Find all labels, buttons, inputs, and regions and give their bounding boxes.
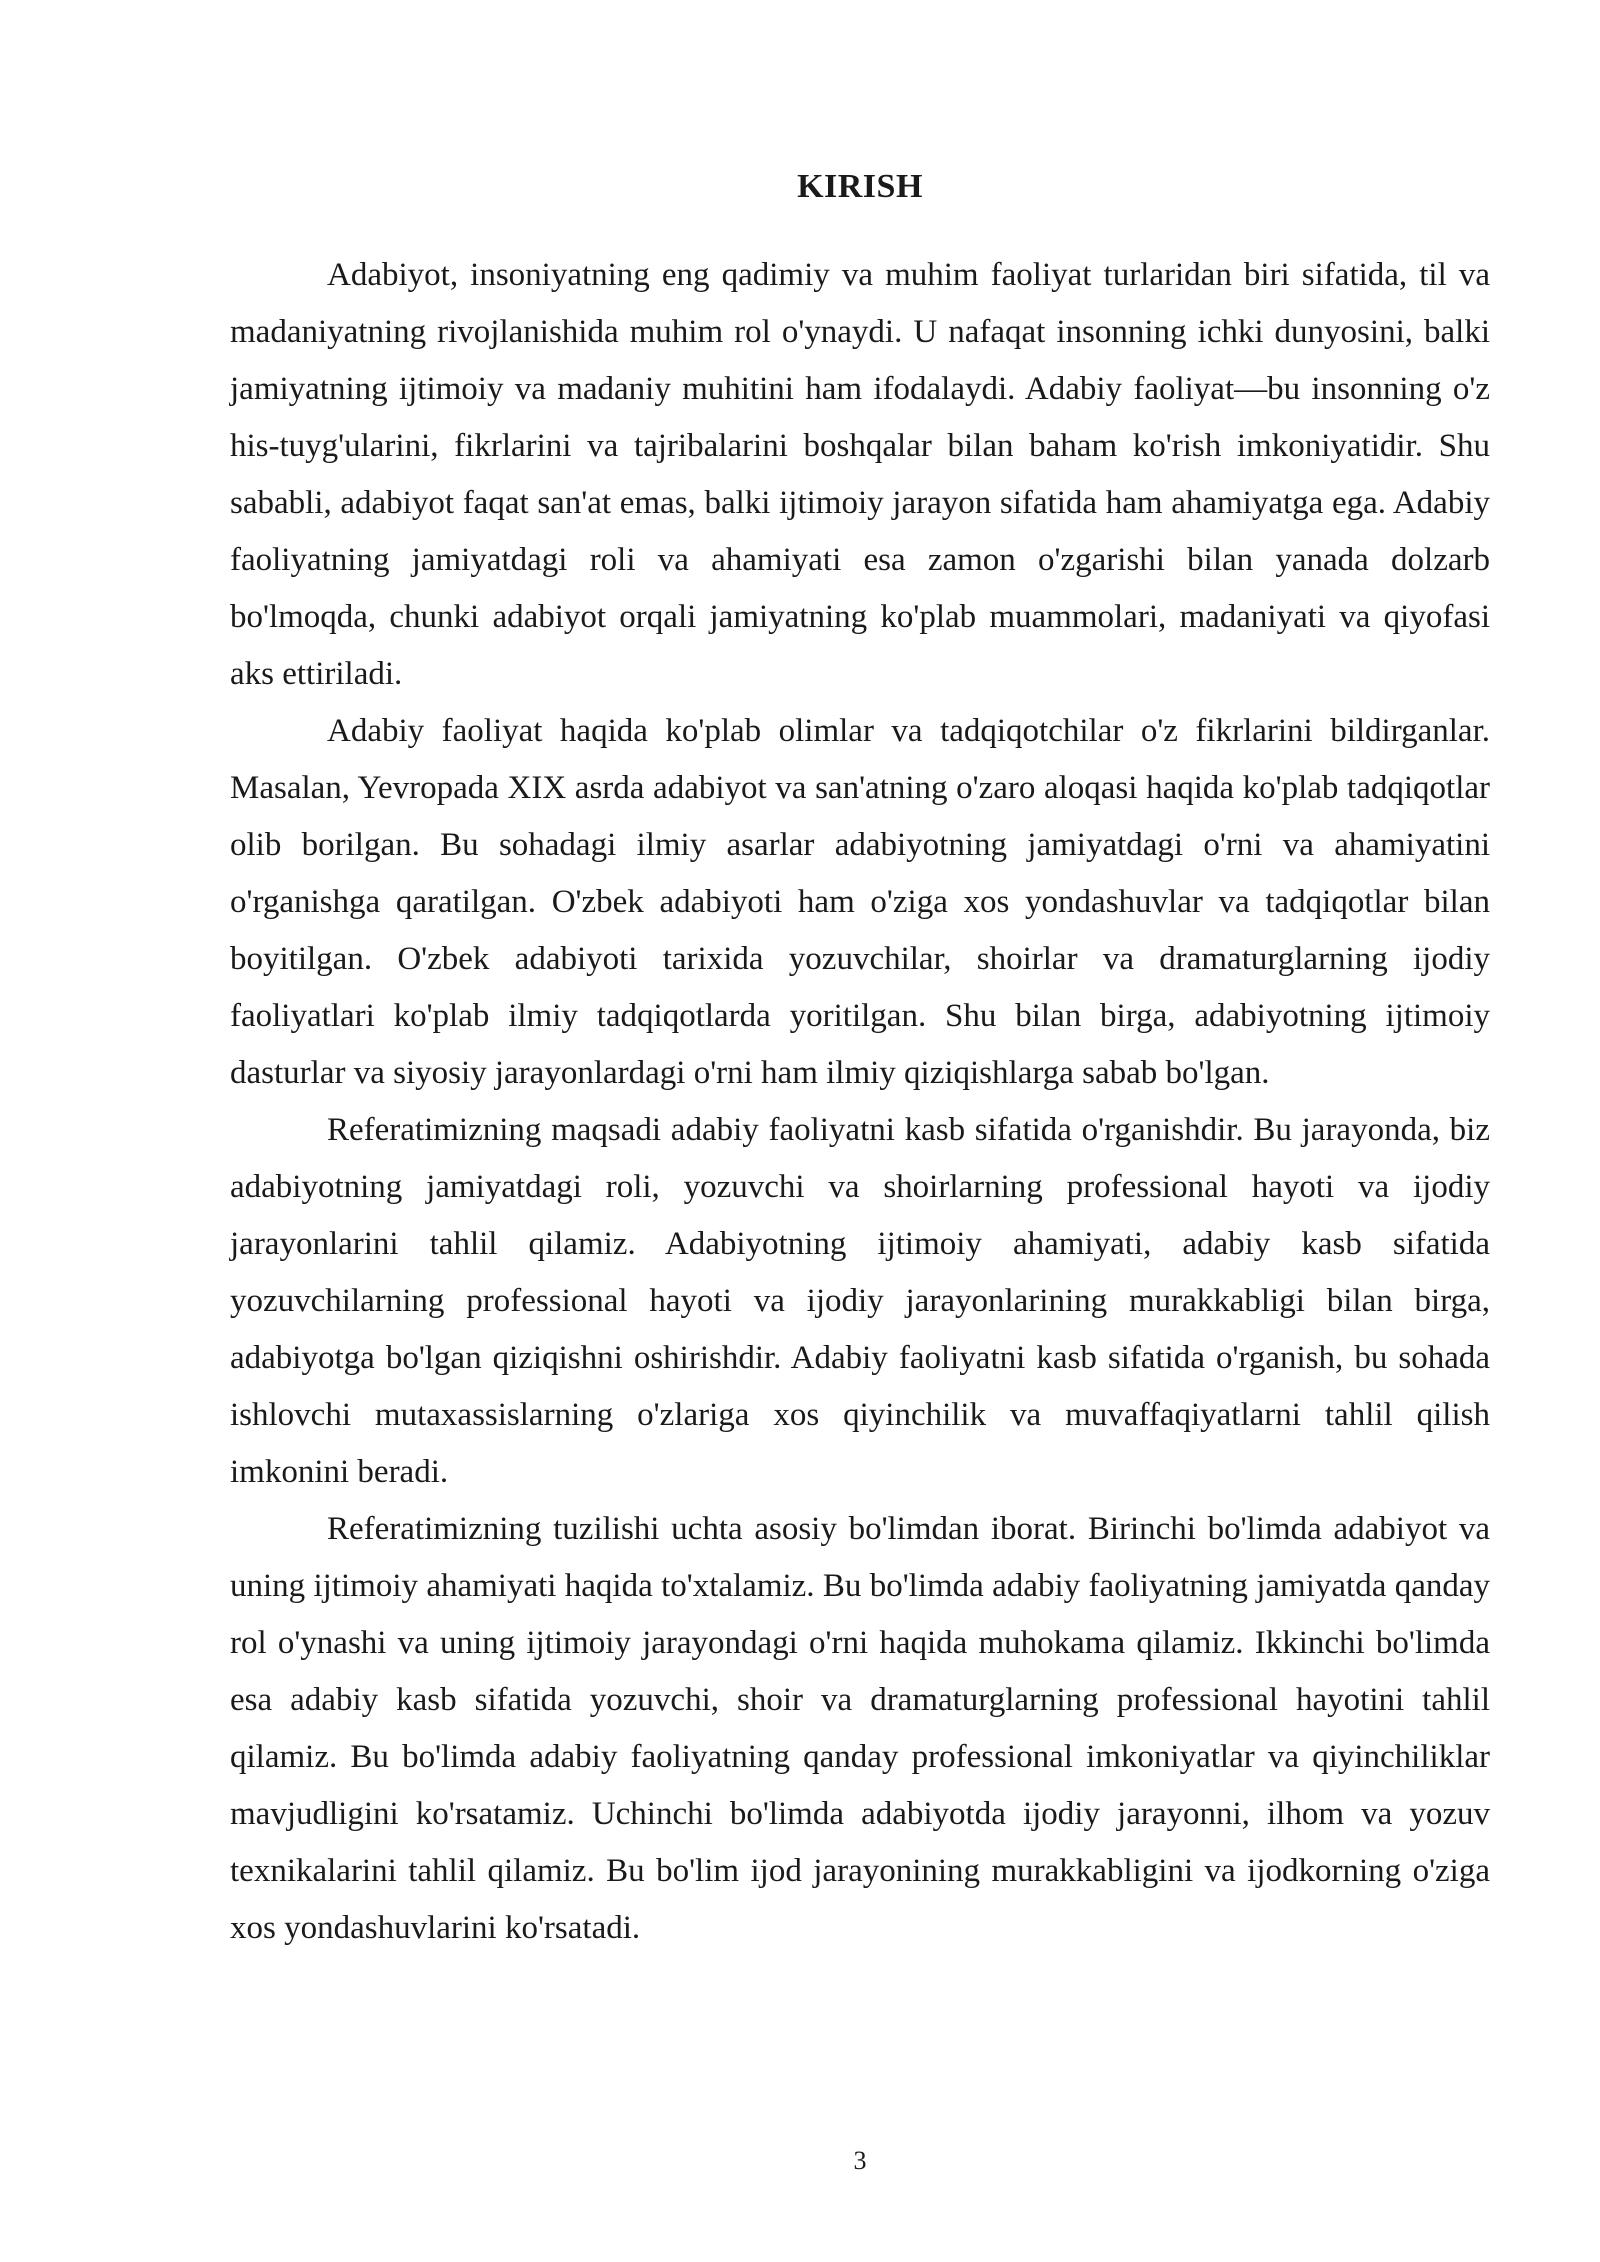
section-heading: KIRISH [797,168,923,205]
paragraph-1: Adabiyot, insoniyatning eng qadimiy va muhim faoliyat turlaridan biri sifatida, til va madaniyatning rivojlanishida muhim rol o'ynaydi. U nafaqat insonning ichki dunyosini, balki jamiyatning ijtimoiy va madaniy muhitini ham ifodalaydi. Adabiy faoliyat—bu insonning o'z his-tuyg'ularini, fikrlarini va tajribalarini boshqalar bilan baham ko'rish imkoniyatidir. Shu sababli, adabiyot faqat san'at emas, balki ijtimoiy jarayon sifatida ham ahamiyatga ega. Adabiy faoliyatning jamiyatdagi roli va ahamiyati esa zamon o'zgarishi bilan yanada dolzarb bo'lmoqda, chunki adabiyot orqali jamiyatning ko'plab muammolari, madaniyati va qiyofasi aks ettiriladi. [230,257,1490,692]
paragraph-4: Referatimizning tuzilishi uchta asosiy bo'limdan iborat. Birinchi bo'limda adabiyot va uning ijtimoiy ahamiyati haqida to'xtalamiz. Bu bo'limda adabiy faoliyatning jamiyatda qanday rol o'ynashi va uning ijtimoiy jarayondagi o'rni haqida muhokama qilamiz. Ikkinchi bo'limda esa adabiy kasb sifatida yozuvchi, shoir va dramaturglarning professional hayotini tahlil qilamiz. Bu bo'limda adabiy faoliyatning qanday professional imkoniyatlar va qiyinchiliklar mavjudligini ko'rsatamiz. Uchinchi bo'limda adabiyotda ijodiy jarayonni, ilhom va yozuv texnikalarini tahlil qilamiz. Bu bo'lim ijod jarayonining murakkabligini va ijodkorning o'ziga xos yondashuvlarini ko'rsatadi. [230,1511,1490,1946]
paragraph-3: Referatimizning maqsadi adabiy faoliyatni kasb sifatida o'rganishdir. Bu jarayonda, biz adabiyotning jamiyatdagi roli, yozuvchi va shoirlarning professional hayoti va ijodiy jarayonlarini tahlil qilamiz. Adabiyotning ijtimoiy ahamiyati, adabiy kasb sifatida yozuvchilarning professional hayoti va ijodiy jarayonlarining murakkabligi bilan birga, adabiyotga bo'lgan qiziqishni oshirishdir. Adabiy faoliyatni kasb sifatida o'rganish, bu sohada ishlovchi mutaxassislarning o'zlariga xos qiyinchilik va muvaffaqiyatlarni tahlil qilish imkonini beradi. [230,1112,1490,1490]
paragraph-2: Adabiy faoliyat haqida ko'plab olimlar va tadqiqotchilar o'z fikrlarini bildirganlar. Masalan, Yevropada XIX asrda adabiyot va san'atning o'zaro aloqasi haqida ko'plab tadqiqotlar olib borilgan. Bu sohadagi ilmiy asarlar adabiyotning jamiyatdagi o'rni va ahamiyatini o'rganishga qaratilgan. O'zbek adabiyoti ham o'ziga xos yondashuvlar va tadqiqotlar bilan boyitilgan. O'zbek adabiyoti tarixida yozuvchilar, shoirlar va dramaturglarning ijodiy faoliyatlari ko'plab ilmiy tadqiqotlarda yoritilgan. Shu bilan birga, adabiyotning ijtimoiy dasturlar va siyosiy jarayonlardagi o'rni ham ilmiy qiziqishlarga sabab bo'lgan. [230,713,1490,1091]
page-number: 3 [853,2146,867,2175]
body-text [230,247,1490,1957]
